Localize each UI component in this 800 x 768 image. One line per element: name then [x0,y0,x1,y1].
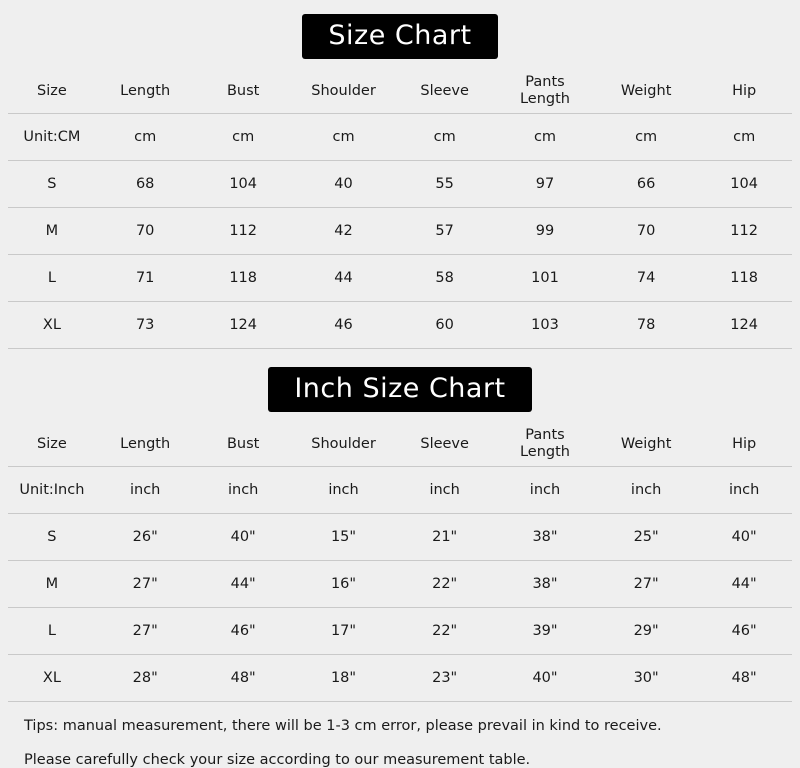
inch-row-m-pants-length: 38" [494,561,596,608]
inch-row-s-shoulder: 15" [292,514,395,561]
table-row [8,655,792,702]
inch-row-l-pants-length: 39" [494,608,596,655]
cm-header-pants-length [494,69,596,114]
inch-row-l-length: 27" [96,608,195,655]
inch-row-xl-shoulder: 18" [292,655,395,702]
cm-row-xl-shoulder: 46 [292,302,395,349]
cm-row-l-pants-length: 101 [494,255,596,302]
inch-row-m-bust: 44" [195,561,292,608]
inch-header-hip: Hip [696,422,792,467]
cm-row-m-length: 70 [96,208,195,255]
inch-row-xl-bust: 48" [195,655,292,702]
inch-row-s-size: S [8,514,96,561]
inch-row-s-sleeve: 21" [395,514,494,561]
cm-row-m-sleeve: 57 [395,208,494,255]
cm-header-bust: Bust [195,69,292,114]
cm-row-xl-weight: 78 [596,302,696,349]
inch-row-l-size: L [8,608,96,655]
inch-header-pants-length-line1: Pants [525,427,565,444]
cm-header-weight: Weight [596,69,696,114]
cm-row-l-size: L [8,255,96,302]
inch-row-xl-hip: 48" [696,655,792,702]
cm-table-wrap [0,69,800,349]
inch-header-pants-length [494,422,596,467]
inch-unit-weight: inch [596,467,696,514]
table-row [8,561,792,608]
cm-row-m-weight: 70 [596,208,696,255]
cm-row-xl-pants-length: 103 [494,302,596,349]
table-row [8,255,792,302]
cm-header-hip: Hip [696,69,792,114]
cm-unit-pants-length: cm [494,114,596,161]
cm-unit-shoulder: cm [292,114,395,161]
cm-unit-row [8,114,792,161]
cm-header-sleeve: Sleeve [395,69,494,114]
table-row [8,302,792,349]
inch-row-xl-sleeve: 23" [395,655,494,702]
inch-unit-shoulder: inch [292,467,395,514]
cm-row-m-shoulder: 42 [292,208,395,255]
cm-header-length: Length [96,69,195,114]
cm-row-m-hip: 112 [696,208,792,255]
inch-row-m-shoulder: 16" [292,561,395,608]
inch-unit-hip: inch [696,467,792,514]
cm-row-m-bust: 112 [195,208,292,255]
cm-row-s-shoulder: 40 [292,161,395,208]
cm-unit-sleeve: cm [395,114,494,161]
inch-title-banner: Inch Size Chart [268,367,531,412]
cm-unit-bust: cm [195,114,292,161]
cm-header-pants-length-line2: Length [519,91,570,107]
inch-unit-pants-length: inch [494,467,596,514]
tips-line-1: Tips: manual measurement, there will be 1-3 cm error, please prevail in kind to receive. [24,718,662,734]
inch-row-l-hip: 46" [696,608,792,655]
cm-row-l-hip: 118 [696,255,792,302]
inch-row-m-size: M [8,561,96,608]
cm-row-xl-length: 73 [96,302,195,349]
inch-row-l-weight: 29" [596,608,696,655]
cm-row-s-hip: 104 [696,161,792,208]
cm-row-xl-hip: 124 [696,302,792,349]
inch-header-weight: Weight [596,422,696,467]
cm-row-s-sleeve: 55 [395,161,494,208]
inch-row-m-hip: 44" [696,561,792,608]
cm-header-pants-length-line1: Pants [525,74,565,91]
inch-row-xl-length: 28" [96,655,195,702]
inch-title-banner-wrap [0,367,800,412]
inch-row-s-bust: 40" [195,514,292,561]
cm-header-size: Size [8,69,96,114]
inch-row-s-length: 26" [96,514,195,561]
inch-header-sleeve: Sleeve [395,422,494,467]
inch-row-l-sleeve: 22" [395,608,494,655]
cm-row-xl-bust: 124 [195,302,292,349]
inch-header-pants-length-line2: Length [519,444,570,460]
cm-row-l-length: 71 [96,255,195,302]
inch-row-s-hip: 40" [696,514,792,561]
inch-row-m-length: 27" [96,561,195,608]
cm-unit-hip: cm [696,114,792,161]
tips-section [0,718,800,768]
inch-unit-row [8,467,792,514]
inch-row-m-weight: 27" [596,561,696,608]
cm-size-section [0,0,800,349]
cm-row-m-pants-length: 99 [494,208,596,255]
cm-row-l-weight: 74 [596,255,696,302]
inch-header-size: Size [8,422,96,467]
cm-row-s-bust: 104 [195,161,292,208]
cm-row-xl-size: XL [8,302,96,349]
cm-unit-length: cm [96,114,195,161]
table-row [8,608,792,655]
inch-row-s-weight: 25" [596,514,696,561]
cm-unit-label: Unit:CM [8,114,96,161]
inch-header-row [8,422,792,467]
inch-row-xl-pants-length: 40" [494,655,596,702]
inch-row-xl-size: XL [8,655,96,702]
cm-unit-weight: cm [596,114,696,161]
cm-row-l-sleeve: 58 [395,255,494,302]
inch-row-s-pants-length: 38" [494,514,596,561]
inch-row-m-sleeve: 22" [395,561,494,608]
cm-title-banner-wrap [0,14,800,59]
cm-row-s-size: S [8,161,96,208]
inch-unit-length: inch [96,467,195,514]
cm-title-banner: Size Chart [302,14,497,59]
cm-row-s-length: 68 [96,161,195,208]
inch-header-bust: Bust [195,422,292,467]
cm-row-l-bust: 118 [195,255,292,302]
cm-row-m-size: M [8,208,96,255]
tips-line-2: Please carefully check your size according to our measurement table. [24,752,531,768]
inch-header-length: Length [96,422,195,467]
table-row [8,208,792,255]
inch-row-l-shoulder: 17" [292,608,395,655]
cm-header-shoulder: Shoulder [292,69,395,114]
inch-header-shoulder: Shoulder [292,422,395,467]
cm-header-row [8,69,792,114]
inch-row-l-bust: 46" [195,608,292,655]
table-row [8,161,792,208]
cm-size-table [8,69,792,349]
inch-unit-sleeve: inch [395,467,494,514]
inch-unit-bust: inch [195,467,292,514]
inch-size-table [8,422,792,702]
inch-table-wrap [0,422,800,702]
cm-row-s-pants-length: 97 [494,161,596,208]
table-row [8,514,792,561]
inch-row-xl-weight: 30" [596,655,696,702]
inch-size-section [0,349,800,702]
cm-row-s-weight: 66 [596,161,696,208]
cm-row-xl-sleeve: 60 [395,302,494,349]
inch-unit-label: Unit:Inch [8,467,96,514]
cm-row-l-shoulder: 44 [292,255,395,302]
